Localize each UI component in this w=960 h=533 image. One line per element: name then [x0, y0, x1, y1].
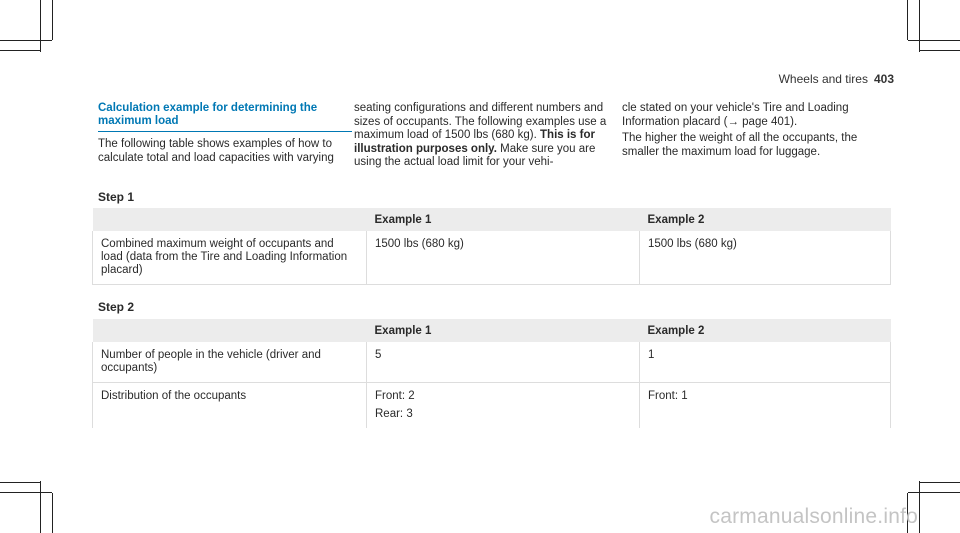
crop-mark — [40, 0, 41, 52]
table-header-cell: Example 1 — [367, 208, 640, 231]
table-cell: 1500 lbs (680 kg) — [367, 231, 640, 285]
crop-mark — [0, 482, 40, 483]
step-1-label: Step 1 — [98, 190, 135, 204]
crop-mark — [908, 492, 960, 493]
intro-bold-text: This is for illustration purposes only. — [354, 129, 595, 155]
intro-text: The higher the weight of all the occupants, the smaller the maximum load for luggage. — [622, 132, 858, 158]
crop-mark — [920, 50, 960, 51]
crop-mark — [0, 50, 40, 51]
page-header — [779, 72, 894, 86]
intro-text-part: seating configurations and different numbers and sizes of occupants. The following examples use a maximum load of 1500 lbs (680 kg). — [354, 102, 607, 141]
table-cell: 1 — [640, 342, 891, 383]
intro-text: The following table shows examples of how to calculate total and load capacities with varying — [98, 138, 334, 164]
watermark: carmanualsonline.info — [709, 505, 918, 528]
table-header-row — [93, 319, 891, 342]
step-2-label: Step 2 — [98, 300, 135, 314]
table-row — [93, 383, 891, 429]
cell-line: Front: 2 — [375, 390, 415, 402]
crop-mark — [907, 0, 908, 40]
table-cell — [367, 383, 640, 429]
section-name: Wheels and tires — [778, 72, 868, 86]
intro-column-2 — [354, 102, 616, 173]
table-header-cell: Example 2 — [640, 319, 891, 342]
table-row — [93, 231, 891, 285]
table-cell: Number of people in the vehicle (driver and occupants) — [93, 342, 367, 383]
table-header-row — [93, 208, 891, 231]
table-header-cell — [93, 208, 367, 231]
intro-column-3 — [622, 102, 884, 162]
table-header-cell — [93, 319, 367, 342]
table-cell: Combined maximum weight of occupants and load (data from the Tire and Loading Information placard) — [93, 231, 367, 285]
crop-mark — [919, 0, 920, 52]
intro-text — [354, 102, 616, 170]
crop-mark — [920, 482, 960, 483]
crop-mark — [0, 40, 52, 41]
page-number: 403 — [873, 72, 894, 86]
table-header-cell: Example 2 — [640, 208, 891, 231]
table-cell: Distribution of the occupants — [93, 383, 367, 429]
crop-mark — [52, 0, 53, 40]
table-cell: 1500 lbs (680 kg) — [640, 231, 891, 285]
intro-text: cle stated on your vehicle's Tire and Loading Information placard (→ page 401). — [622, 102, 849, 128]
crop-mark — [908, 40, 960, 41]
intro-text-part: Make sure you are using the actual load limit for your vehi- — [354, 142, 596, 168]
table-cell: 5 — [367, 342, 640, 383]
crop-mark — [0, 492, 52, 493]
step-1-table — [92, 208, 891, 285]
cell-line: Rear: 3 — [375, 408, 413, 420]
table-cell: Front: 1 — [640, 383, 891, 429]
step-2-table — [92, 319, 891, 428]
section-title: Calculation example for determining the maximum load — [98, 102, 352, 132]
table-header-cell: Example 1 — [367, 319, 640, 342]
intro-column-1 — [98, 138, 348, 168]
table-row — [93, 342, 891, 383]
